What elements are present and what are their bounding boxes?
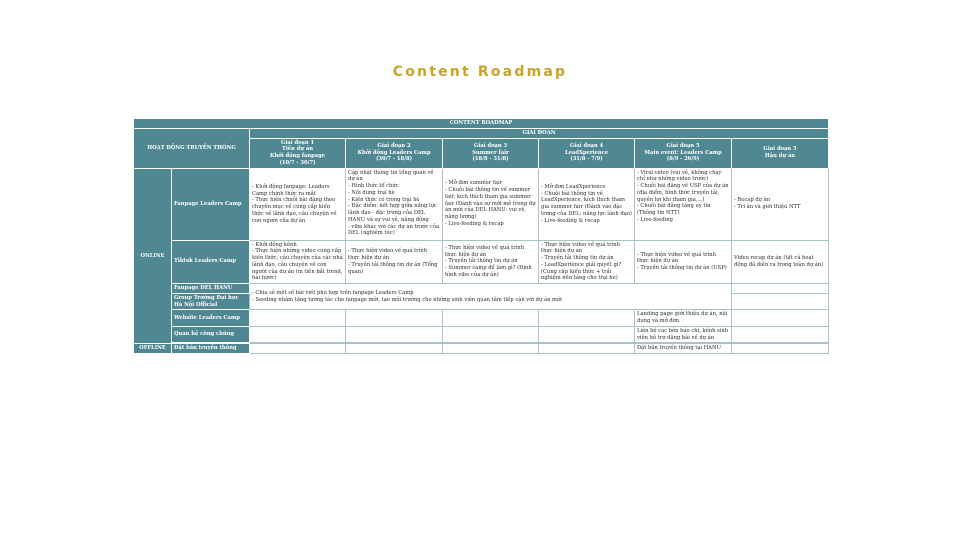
- pr-stage-1: [250, 326, 346, 343]
- pr-stage-3: [443, 326, 539, 343]
- row-label-website: Website Leaders Camp: [172, 310, 250, 327]
- website-stage-1: [250, 310, 346, 327]
- stage-5-header: Giai đoạn 5 Main event: Leaders Camp (8/9 - 26/9): [635, 138, 732, 168]
- fanpage-stage-1: - Khởi động fanpage: Leaders Camp chính thức ra mắt - Thực hiện chuỗi bài đăng theo chuyên mục về cung cấp kiến thức về lãnh đạo, câu chuyện về con người của dự án: [250, 168, 346, 240]
- booth-stage-5: Đặt băn truyền thông tại HANU: [635, 344, 732, 354]
- seeding-merged-cell: - Chia sẻ một số bài viết phù hợp trên fanpage Leaders Camp - Seeding nhằm tăng tương tác cho fanpage mới, tạo môi trường cho những sinh viên quan tâm tiếp cận với dự án mới: [250, 284, 732, 310]
- fanpage-stage-3: - Mở đơn summer fair - Chuỗi bài thông tin về summer fair, kích thích tham gia summer fair (Đánh vào sự mới mẻ trong dự án mới của DEL HANU: vui vẻ, năng lượng) - Live-feeding & recap: [443, 168, 539, 240]
- tiktok-stage-1: - Khởi động kênh - Thực hiện những video cung cấp kiến thức, câu chuyện của các nhà lãnh đạo, câu chuyện về con người của dự án (m tiền bắt trend, hài hước): [250, 240, 346, 284]
- booth-stage-4: [539, 344, 635, 354]
- del-post-project: [732, 284, 829, 294]
- stage-1-header: Giai đoạn 1 Tiền dự án Khởi động fanpage (10/7 - 30/7): [250, 138, 346, 168]
- group-post-project: [732, 293, 829, 310]
- stage-3-header: Giai đoạn 3 Summer fair (18/8 - 31/8): [443, 138, 539, 168]
- website-stage-5: Landing page giới thiệu dự án, nội dung và mở đơn: [635, 310, 732, 327]
- content-roadmap-table: [133, 118, 829, 354]
- website-stage-3: [443, 310, 539, 327]
- pr-stage-2: [346, 326, 443, 343]
- activity-column-header: HOẠT ĐỘNG TRUYỀN THÔNG: [134, 128, 250, 168]
- tiktok-stage-4: - Thực hiện video về quá trình thực hiện dự án - Truyền tải thông tin dự án - LeadXperience giải quyết gì? (Cung cấp kiến thức + trải nghiệm nền tảng cho trại hè): [539, 240, 635, 284]
- booth-stage-2: [346, 344, 443, 354]
- row-label-fanpage: Fanpage Leaders Camp: [172, 168, 250, 240]
- stage-2-header: Giai đoạn 2 Khởi động Leaders Camp (30/7 - 18/8): [346, 138, 443, 168]
- offline-label: OFFLINE: [134, 344, 172, 354]
- row-label-del-hanu: Fanpage DEL HANU: [172, 284, 250, 294]
- row-label-hanu-group: Group Trường Đại học Hà Nội Official: [172, 293, 250, 310]
- stage-header: GIAI ĐOẠN: [250, 128, 829, 138]
- tiktok-stage-5: - Thực hiện video về quá trình thực hiện dự án - Truyền tải thông tin dự án (USP): [635, 240, 732, 284]
- fanpage-stage-4: - Mở đơn LeadXperience - Chuỗi bài thông tin về LeadXperience, kích thích tham gia summer fair (Đánh vào đặc trưng của DEL: năng lực lãnh đạo) - Live-feeding & recap: [539, 168, 635, 240]
- page-title: Content Roadmap: [392, 64, 568, 80]
- row-label-tiktok: Tiktok Leaders Camp: [172, 240, 250, 284]
- tiktok-stage-2: - Thực hiện video về quá trình thực hiện dự án - Truyền tải thông tin dự án (Tổng quan): [346, 240, 443, 284]
- row-label-booth: Đặt băn truyền thông: [172, 344, 250, 354]
- booth-post-project: [732, 344, 829, 354]
- pr-stage-4: [539, 326, 635, 343]
- tiktok-stage-3: - Thực hiện video về quá trình thực hiện dự án - Truyền tải thông tin dự án - Summer camp để làm gì? (Định hình vibe của dự án): [443, 240, 539, 284]
- stage-4-header: Giai đoạn 4 LeadXperience (31/8 - 7/9): [539, 138, 635, 168]
- website-stage-4: [539, 310, 635, 327]
- website-stage-2: [346, 310, 443, 327]
- fanpage-post-project: - Recap dự án - Tri ân và giới thiệu NTT: [732, 168, 829, 240]
- table-banner: CONTENT ROADMAP: [134, 119, 829, 129]
- tiktok-post-project: Video recap dự án (tất cả hoạt động đã diễn ra trong toàn dự án): [732, 240, 829, 284]
- booth-stage-1: [250, 344, 346, 354]
- fanpage-stage-2: Cập nhật thông tin tổng quan về dự án - Hình thức tổ chức - Nội dung trại hè - Kiến thức có trong trại hè - Đặc điểm: kết hợp giữa năng lực lãnh đạo - đặc trưng của DEL HANU và sự vui vẻ, năng động - vibe khác với các dự án trước của DEL (nghiêm túc): [346, 168, 443, 240]
- website-post-project: [732, 310, 829, 327]
- booth-stage-3: [443, 344, 539, 354]
- pr-post-project: [732, 326, 829, 343]
- post-project-header: Giai đoạn 5 Hậu dự án: [732, 138, 829, 168]
- online-label: ONLINE: [134, 168, 172, 344]
- pr-stage-5: Liên hệ các bên báo chí, kênh sinh viên hỗ trợ đăng bài về dự án: [635, 326, 732, 343]
- fanpage-stage-5: - Viral video (vui vẻ, không chạy chỉ như những video trước) - Chuỗi bài đăng về USP của dự án (địa điểm, hình thức truyền tải, quyền lợi khi tham gia,...) - Chuỗi bài đăng tăng uy tín (Thông tin NTT) - Live-feeding: [635, 168, 732, 240]
- row-label-pr: Quan hệ công chúng: [172, 326, 250, 343]
